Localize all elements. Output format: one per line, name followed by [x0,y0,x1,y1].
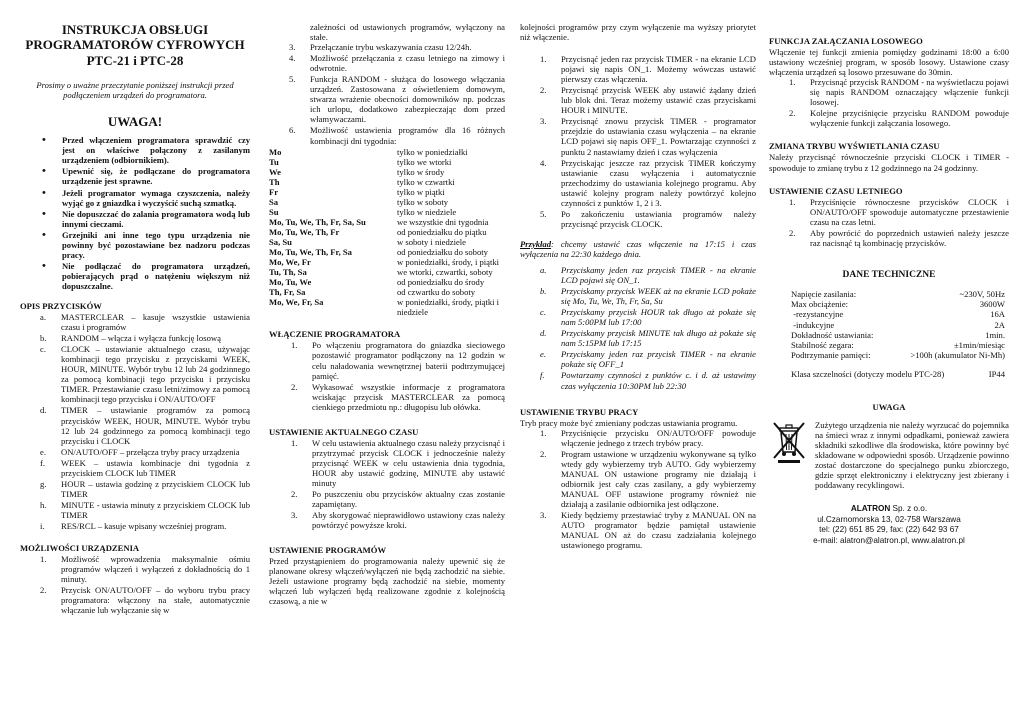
title-line-1: INSTRUKCJA OBSŁUGI [61,22,209,37]
summer-time-list [769,197,1009,248]
day-code: We [269,166,281,177]
company-emails: e-mail: alatron@alatron.pl, www.alatron.pl [813,536,965,546]
example-step [520,307,756,327]
disposal-notice [769,420,1009,490]
example-step [520,370,756,390]
intro-text: Prosimy o uważne przeczytanie poniższej instrukcji przed podłączeniem urządzeń do programatora. [36,79,234,101]
example-step [520,286,756,306]
disposal-text-head [815,420,1009,490]
list-text: Przyciśnięcie przycisku ON/AUTO/OFF powoduje włączenie jednego z trzech trybów pracy. [561,427,756,448]
day-code: Mo, We, Fr [269,257,311,268]
set-time-step [269,438,505,488]
list-text: Przyciskamy jeden raz przycisk TIMER - na ekranie LCD pojawi się ON_1. [561,264,756,286]
capabilities-list-continued [269,42,505,145]
example-step [520,349,756,369]
document-title [20,22,250,68]
day-code: Mo, Tu, We, Th, Fr, Sa [269,247,352,258]
spec-row [791,340,1005,350]
list-text: CLOCK – ustawianie aktualnego czasu, używając kombinacji tego przycisku z przyciskami WEEK, HOUR, MINUTE. Wybór trybu 12 lub 24 godzinnego za pomocą kombinacji tego przycisku i przycisku TIMER. Przestawianie czasu letni/zimowy za pomocą kombinacji tego przycisku i ON/AUTO/OFF [61,344,250,405]
day-combination-row [269,277,505,287]
day-code: Sa, Su [269,236,292,247]
example-steps-list [520,265,756,391]
random-list [769,77,1009,128]
spec-value: >100h (akumulator Ni-Mh) [910,350,1005,361]
column-4 [769,36,1009,547]
company-suffix: Sp. z o.o. [890,504,928,514]
warning-item: • Nie podłączać do programatora urządzeń, pobierających prąd o natężeniu większym niż dopuszczalne. [42,261,250,291]
list-number: i. [40,520,45,531]
button-description-item [20,447,250,457]
day-description: w poniedziałki, środy, i piątki [397,257,500,268]
list-number: 1. [291,340,298,351]
warning-item: • Upewnić się, że podłączane do programatora urządzenie jest sprawne. [42,166,250,186]
list-text: ON/AUTO/OFF – przełącza tryby pracy urządzenia [61,446,240,457]
title-line-2: PROGRAMATORÓW CYFROWYCH [25,37,245,53]
program-step [520,158,756,208]
display-mode-heading: ZMIANA TRYBU WYŚWIETLANIA CZASU [769,141,940,152]
day-code: Su [269,206,279,217]
mode-step [520,449,756,509]
capability-item [269,53,505,73]
list-text: Aby skorygować nieprawidłowo ustawiony czas należy powtórzyć powyższe kroki. [312,510,505,531]
list-number: 1. [789,196,796,207]
column-2 [269,22,505,606]
list-text: MINUTE - ustawia minuty z przyciskiem CLOCK lub TIMER [61,499,250,520]
day-description: we wtorki, czwartki, soboty [397,267,493,278]
day-description: tylko we wtorki [397,156,452,167]
company-address: ul.Czarnomorska 13, 02-758 Warszawa [817,514,961,524]
program-steps-list [520,54,756,229]
day-combination-row [269,197,505,207]
warning-item: • Przed włączeniem programatora sprawdzić czy jest on właściwe połączony z zasilanym urządzeniem (odbiornikiem). [42,135,250,165]
day-code: Mo, We, Fr, Sa [269,297,324,308]
buttons-description-heading: OPIS PRZYCISKÓW [20,300,102,311]
ip-class-table [791,369,1005,379]
power-on-heading: WŁĄCZENIE PROGRAMATORA [269,329,401,340]
mode-step [520,510,756,550]
day-description: tylko w czwartki [397,176,455,187]
day-code: Mo, Tu, We, Th, Fr, Sa, Su [269,216,366,227]
day-code: Th [269,176,280,187]
crossed-bin-icon [769,420,809,464]
set-time-step [269,510,505,530]
summer-time-step [769,197,1009,227]
spec-label: Stabilność zegara: [791,340,854,351]
mode-text: Tryb pracy może być zmieniany podczas ustawiania programu. [520,417,738,428]
list-number: 2. [540,85,547,96]
capability-item [269,74,505,124]
list-text: Przycisnąć przycisk WEEK aby ustawić żądany dzień lub blok dni. Teraz możemy ustawić czas przyciskami HOUR i MINUTE. [561,85,756,116]
spec-row [791,330,1005,340]
list-text: Funkcja RANDOM - służąca do losowego włączania urządzeń. Zastosowana z oświetleniem domowym, stwarza wrażenie obecności domowników np. podczas ich urlopu, dodatkowo zabezpieczając dom przed włamywaczami. [310,74,505,125]
warning-heading: UWAGA! [107,114,163,130]
day-combination-row [269,257,505,267]
list-number: 2. [40,585,47,596]
title-line-3: PTC-21 i PTC-28 [86,52,184,68]
list-number: h. [40,499,47,510]
display-mode-text: Należy przycisnąć równocześnie przyciski CLOCK i TIMER - spowoduje to zmianę trybu z 12 godzinnego na 24 godzinny. [769,152,1009,173]
capabilities-heading: MOŻLIWOŚCI URZĄDZENIA [20,543,140,554]
capability-item [20,585,250,615]
list-number: f. [540,370,545,381]
list-text: HOUR – ustawia godzinę z przyciskiem CLOCK lub TIMER [61,478,250,499]
list-text: Przyciskamy przycisk HOUR tak długo aż pokaże się nam 5:00PM lub 17:00 [561,307,756,328]
day-code: Mo, Tu, We [269,277,312,288]
spec-value: 3600W [979,299,1005,310]
spec-label: Max obciążenie: [791,299,849,310]
list-number: a. [40,312,46,323]
spec-row [791,289,1005,299]
list-text: Program ustawione w urządzeniu wykonywane są tylko wtedy gdy wybierzemy tryb AUTO. Gdy wybierzemy MANUAL ON ustawione programy nie działają i odbiornik jest cały czas zasilany, a gdy wybierzemy MANUAL OFF ustawione programy również nie działają a zasilanie odbiornika jest odłączone. [561,448,756,509]
button-description-item [20,405,250,445]
list-text: Wykasować wszystkie informacje z programatora wciskając przycisk MASTERCLEAR za pomocą cienkiego przedmiotu np.: długopisu lub ołówka. [312,381,505,412]
list-text: Aby powrócić do poprzednich ustawień należy jeszcze raz nacisnąć tą kombinację przycisków. [810,227,1009,248]
company-name: ALATRON [850,504,891,514]
example-label: Przykład [520,238,552,249]
spec-row [791,299,1005,309]
random-heading: FUNKCJA ZAŁĄCZANIA LOSOWEGO [769,36,923,46]
disposal-heading: UWAGA [872,401,906,412]
summer-time-step [769,228,1009,248]
company-name-line [769,504,1009,515]
list-text: RES/RCL – kasuje wpisany wcześniej program. [61,520,227,531]
program-step [520,85,756,115]
spec-value: 16A [990,309,1005,320]
set-time-step [269,489,505,509]
list-text: Kiedy będziemy przestawiać tryby z MANUAL ON na AUTO programator będzie pamiętał ustawienie MANUAL ON aż do czasu zadziałania kolejnego ustawionego programu. [561,510,756,551]
example-step [520,265,756,285]
capabilities-list [20,554,250,615]
day-combination-row [269,237,505,247]
day-code: Th, Fr, Sa [269,287,306,298]
list-number: 1. [540,427,547,438]
day-combination-row [269,177,505,187]
spec-value: ~230V, 50Hz [959,288,1005,299]
day-combination-row [269,207,505,217]
day-combination-row [269,297,505,317]
day-combination-row [269,167,505,177]
tech-data-table [791,289,1005,361]
list-text: Przycisnąć przycisk RANDOM - na wyświetlaczu pojawi się napis RANDOM oznaczający włączenie funkcji losowej. [810,77,1009,108]
button-description-item [20,500,250,520]
spec-label: -rezystancyjne [791,309,844,320]
list-text: WEEK – ustawia kombinacje dni tygodnia z przyciskiem CLOCK lub TIMER [61,457,250,478]
list-text: Przycisnąć jeden raz przycisk TIMER - na ekranie LCD pojawi się napis ON_1. Możemy wówczas ustawić pierwszy czas włączenia. [561,54,756,85]
capability-item [269,42,505,52]
list-text: Możliwość przełączania z czasu letniego na zimowy i odwrotnie. [310,53,505,74]
day-description: od poniedziałku do soboty [397,247,488,258]
list-text: Przełączanie trybu wskazywania czasu 12/24h. [310,42,472,53]
spec-value: ±1min/miesiąc [953,340,1005,351]
day-description: tylko w soboty [397,196,449,207]
list-number: 3. [540,510,547,521]
list-number: g. [40,478,47,489]
example-step [520,328,756,348]
list-text: Przyciskamy przycisk MINUTE tak długo aż pokaże się nam 5:15PM lub 17:15 [561,328,756,349]
button-description-item [20,344,250,404]
summer-time-heading: USTAWIENIE CZASU LETNIEGO [769,185,903,196]
day-description: we wszystkie dni tygodnia [397,216,489,227]
mode-heading: USTAWIENIE TRYBU PRACY [520,406,639,417]
spec-value: 2A [994,319,1005,330]
day-combination-row [269,147,505,157]
day-description: tylko w piątki [397,186,445,197]
disposal-text: Zużytego urządzenia nie należy wyrzucać do pojemnika na śmieci wraz z innymi odpadkami, ponieważ zawiera składniki szkodliwe dla środowiska, które powinny być składowane w odpowiedni sposób. Urządzenie powinno zostać dostarczone do specjalnego punku zbiorczego, gdzie sprzęt elektroniczny i elektryczny jest zbierany i poddawany recyklingowi. [815,419,1009,491]
button-description-item [20,333,250,343]
power-on-list [269,340,505,411]
list-number: 6. [289,125,296,136]
day-code: Tu, Th, Sa [269,267,307,278]
day-code: Mo, Tu, We, Th, Fr [269,226,340,237]
list-number: d. [40,405,47,416]
list-number: 4. [289,53,296,64]
programs-text-continued: kolejności programów przy czym wyłączenie ma wyższy priorytet niż włączenie. [520,22,756,43]
mode-list [520,428,756,551]
list-number: f. [40,457,46,468]
day-combination-row [269,247,505,257]
day-description: tylko w niedziele [397,206,457,217]
list-number: b. [40,333,47,344]
warning-item: • Jeżeli programator wymaga czyszczenia, należy wyjąć go z gniazdka i wyczyścić suchą szmatką. [42,188,250,208]
mode-step [520,428,756,448]
spec-label: Dokładność ustawiania: [791,329,874,340]
list-number: e. [40,446,46,457]
list-text: MASTERCLEAR – kasuje wszystkie ustawienia czasu i programów [61,312,250,333]
list-number: 3. [289,42,296,53]
programs-heading: USTAWIENIE PROGRAMÓW [269,545,387,556]
warning-item: • Nie dopuszczać do zalania programatora wodą lub innymi cieczami. [42,209,250,229]
day-code: Tu [269,156,279,167]
list-number: 5. [540,208,547,219]
day-code: Sa [269,196,279,207]
day-combination-row [269,227,505,237]
spec-label: Podtrzymanie pamięci: [791,350,871,361]
spec-label: Napięcie zasilania: [791,288,857,299]
day-combinations-table [269,147,505,318]
button-description-item [20,479,250,499]
day-description: od czwartku do soboty [397,287,476,298]
list-number: 2. [789,227,796,238]
capability-item [269,125,505,145]
list-number: 1. [540,54,547,65]
spec-row [791,320,1005,330]
list-text: W celu ustawienia aktualnego czasu należy przycisnąć i przytrzymać przycisk CLOCK i jednocześnie należy przycisnąć WEEK w celu ustawienia dnia tygodnia, HOUR aby ustawić godzinę, MINUTE aby ustawić minuty [312,437,505,488]
day-description: od poniedziałku do piątku [397,226,487,237]
list-number: 1. [291,437,298,448]
list-text: Przyciśnięcie równoczesne przycisków CLOCK i ON/AUTO/OFF spowoduje automatyczne przestawienie czasu na czas letni. [810,196,1009,227]
set-time-heading: USTAWIENIE AKTUALNEGO CZASU [269,426,419,437]
ip-class-label: Klasa szczelności (dotyczy modelu PTC-28) [791,369,945,380]
list-text: Po włączeniu programatora do gniazdka sieciowego pozostawić programator podłączony na 12 godzin w celu naładowania wewnętrznej baterii podtrzymującej pamięć. [312,340,505,381]
day-combination-row [269,267,505,277]
list-text: RANDOM – włącza i wyłącza funkcję losową [61,333,221,344]
spec-label: -indukcyjne [791,319,835,330]
list-number: 2. [789,108,796,119]
day-description: od poniedziałku do środy [397,277,485,288]
spec-row [791,309,1005,319]
capability-item [20,554,250,584]
list-number: 2. [291,381,298,392]
programs-text: Przed przystąpieniem do programowania należy upewnić się że planowane okresy włączeń/wyłączeń nie będą zachodzić na siebie. Jeżeli ustawione programy będą zachodzić na siebie, momenty włączeń lub wyłączeń będą realizowane zgodnie z kolejnością czasową, a nie w [269,556,505,607]
set-time-list [269,438,505,530]
day-description: w soboty i niedziele [397,236,466,247]
list-number: 1. [40,554,47,565]
buttons-description-list [20,312,250,531]
power-on-step [269,382,505,412]
random-step [769,108,1009,128]
list-text: Po puszczeniu obu przycisków aktualny czas zostanie zapamiętany. [312,489,505,510]
list-number: 2. [291,489,298,500]
example-text: : chcemy ustawić czas włączenie na 17:15 i czas wyłączenia na 22:30 każdego dnia. [520,238,756,259]
column-3 [520,22,756,551]
day-description: w poniedziałki, środy, piątki i niedziele [397,297,500,318]
spec-row [791,350,1005,360]
day-combination-row [269,287,505,297]
list-number: 2. [540,448,547,459]
list-text: Po zakończeniu ustawiania programów należy przycisnąć przycisk CLOCK. [561,208,756,229]
list-text: Przyciskamy przycisk WEEK aż na ekranie LCD pokaże się Mo, Tu, We, Th, Fr, Sa, Su [561,286,756,307]
example-paragraph [520,239,756,259]
list-number: 4. [540,157,547,168]
list-number: d. [540,328,547,339]
program-step [520,54,756,84]
company-phones: tel: (22) 651 85 29, fax: (22) 642 93 67 [819,525,959,535]
power-on-step [269,340,505,380]
list-number: c. [540,307,546,318]
button-description-item [20,521,250,531]
list-text: Możliwość ustawienia programów dla 16 różnych kombinacji dni tygodnia: [310,125,505,146]
button-description-item [20,312,250,332]
capabilities-continued: zależności od ustawionych programów, wyłączony na stałe. [310,22,505,43]
column-1 [20,22,250,616]
list-number: c. [40,344,46,355]
program-step [520,116,756,156]
button-description-item [20,458,250,478]
day-description: tylko w środy [397,166,445,177]
list-number: 3. [291,510,298,521]
list-number: 5. [289,74,296,85]
list-number: 1. [789,77,796,88]
day-combination-row [269,217,505,227]
list-text: Przyciskamy jeden raz przycisk TIMER - na ekranie pokaże się OFF_1 [561,349,756,370]
random-step [769,77,1009,107]
spec-value: 1min. [985,329,1005,340]
ip-class-value: IP44 [988,369,1005,380]
day-code: Mo [269,146,282,157]
list-text: TIMER – ustawianie programów za pomocą przycisków WEEK, HOUR, MINUTE. Wybór trybu 12 lub 24 godzinnego za pomocą kombinacji tego przycisku i CLOCK [61,405,250,446]
list-text: Przycisk ON/AUTO/OFF – do wyboru trybu pracy programatora: włączony na stałe, automatycznie włączanie lub wyłączanie się w [61,585,250,616]
random-text: Włączenie tej funkcji zmienia pomiędzy godzinami 18:00 a 6:00 ustawiony wcześniej program, w sposób losowy. Ustawione czasy włączenia urządzeń są losowo przesuwane do 30min. [769,47,1009,78]
list-text: Przyciskając jeszcze raz przycisk TIMER kończymy ustawianie czasu wyłączenia i automatycznie przechodzimy do ustawiania kolejnego programu. Aby ustawić kolejny program należy powtórzyć kolejno czynności z punktów 1, 2 i 3. [561,157,756,208]
list-text: Powtarzamy czynności z punktów c. i d. aż ustawimy czas wyłączenia 10:30PM lub 22:30 [561,370,756,391]
day-combination-row [269,157,505,167]
list-text: Przycisnąć znowu przycisk TIMER - programator przejdzie do ustawiania czasu wyłączenia – na ekranie LCD pojawi się napis OFF_1. Powtarzając czynności z punktu 2 nastawiamy dzień i czas wyłączenia [561,116,756,157]
warning-list [42,135,250,291]
day-combination-row [269,187,505,197]
list-number: 3. [540,116,547,127]
list-number: a. [540,264,547,275]
day-description: tylko w poniedziałki [397,146,468,157]
tech-data-heading: DANE TECHNICZNE [842,269,936,280]
list-number: b. [540,286,547,297]
company-info [769,504,1009,547]
list-text: Możliwość wprowadzenia maksymalnie ośmiu programów włączeń i wyłączeń z dokładnością do 1 minuty. [61,554,250,585]
list-text: Kolejne przyciśnięcie przycisku RANDOM powoduje wyłączenie funkcji załączania losowego. [810,108,1009,129]
day-code: Fr [269,186,279,197]
list-number: e. [540,349,546,360]
program-step [520,209,756,229]
warning-item: • Grzejniki ani inne tego typu urządzenia nie powinny być pozostawiane bez nadzoru podczas pracy. [42,230,250,260]
